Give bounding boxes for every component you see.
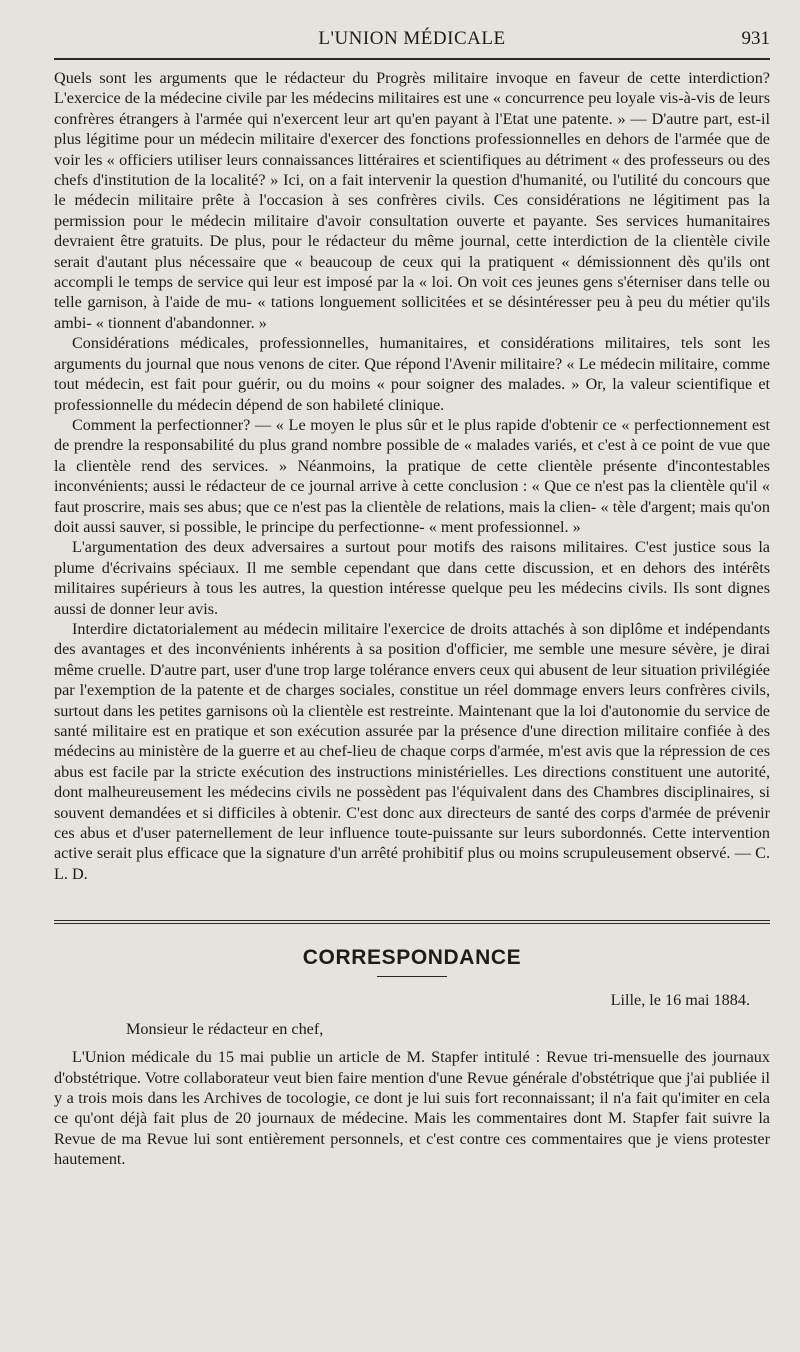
article-paragraph: L'argumentation des deux adversaires a surtout pour motifs des raisons militaires. C'est justice sous la plume d'écrivains spéciaux. Il me semble cependant que dans cette discussion, et en dehors des intérêts militaires supérieurs à tous les autres, la question intéresse quelque peu les médecins civils. Ils sont dignes aussi de donner leur avis. [54, 538, 770, 618]
page-number: 931 [741, 28, 770, 49]
letter-body [54, 1047, 770, 1169]
article-paragraph: Quels sont les arguments que le rédacteur du Progrès militaire invoque en faveur de cette interdiction? L'exercice de la médecine civile par les médecins militaires est une « concurrence peu loyale vis-à-vis de leurs confrères étrangers à l'armée qui n'exercent leur art qu'en payant à l'Etat une patente. » — D'autre part, est-il plus légitime pour un médecin militaire d'exercer des fonctions professionnelles en dehors de l'armée que de voir les « officiers utiliser leurs connaissances littéraires et scientifiques au détriment « des professeurs ou des chefs d'institution de la localité? » Ici, on a fait intervenir la question d'humanité, ou l'utilité du concours que le médecin militaire prête à l'occasion à ses confrères civils. Ces considérations ne légitiment pas la permission pour le médecin militaire d'avoir consultation ouverte et payante. Ses services humanitaires devraient être gratuits. De plus, pour le rédacteur du même journal, cette interdiction de la clientèle civile serait d'autant plus nécessaire que « beaucoup de ceux qui la pratiquent « démissionnent dès qu'ils ont accompli le temps de service qui leur est imposé par la « loi. On voit ces jeunes gens s'éterniser dans telle ou telle garnison, à l'aide de mu- « tations longuement sollicitées et se désintéresser peu à peu du métier qu'ils ambi- « tionnent d'abandonner. » [54, 69, 770, 332]
header-rule [54, 58, 770, 60]
journal-title: L'UNION MÉDICALE [318, 28, 506, 49]
letter-dateline: Lille, le 16 mai 1884. [610, 991, 750, 1010]
letter-paragraph: L'Union médicale du 15 mai publie un article de M. Stapfer intitulé : Revue tri-mensuelle des journaux d'obstétrique. Votre collaborateur veut bien faire mention d'une Revue générale d'obstétrique que j'ai publiée il y a trois mois dans les Archives de tocologie, ce dont je lui suis fort reconnaissant; il n'a fait qu'imiter en cela ce qu'ont déjà fait plus de 20 journaux de médecine. Mais les commentaires dont M. Stapfer fait suivre la Revue de ma Revue lui sont entièrement personnels, et c'est contre ces commentaires que je viens protester hautement. [54, 1048, 770, 1169]
running-head [54, 24, 770, 58]
correspondence-heading: CORRESPONDANCE [302, 946, 522, 970]
heading-rule [377, 976, 447, 977]
article-body [54, 68, 770, 884]
article-paragraph: Comment la perfectionner? — « Le moyen le plus sûr et le plus rapide d'obtenir ce « perfectionnement est de prendre la responsabilité du plus grand nombre possible de « malades variés, et c'est à ce point de vue que la clientèle rend des services. » Néanmoins, la pratique de cette clientèle présente d'incontestables inconvénients; aussi le rédacteur de ce journal arrive à cette conclusion : « Que ce n'est pas la clientèle qu'il « faut proscrire, mais ses abus; que ce n'est pas la clientèle de relations, mais la clien- « tèle d'argent; mais qu'on doit aussi sauver, si possible, le principe du perfectionne- « ment professionnel. » [54, 415, 770, 536]
letter-salutation: Monsieur le rédacteur en chef, [126, 1020, 324, 1039]
article-paragraph: Interdire dictatorialement au médecin militaire l'exercice de droits attachés à son diplôme et indépendants des avantages et des inconvénients inhérents à sa position d'officier, me semble une mesure sévère, je dirai même cruelle. D'autre part, user d'une trop large tolérance envers ceux qui abusent de leur situation privilégiée par l'exemption de la patente et de charges sociales, constitue un réel dommage envers leurs confrères civils, surtout dans les petites garnisons où la clientèle est restreinte. Maintenant que la loi d'autonomie du service de santé militaire est en pratique et son exécution assurée par la présence d'une direction militaire confiée à des médecins au ministère de la guerre et au chef-lieu de chaque corps d'armée, m'est avis que la répression de ces abus est facile par la stricte exécution des instructions ministérielles. Les directions constituent une autorité, dont malheureusement les médecins civils ne possèdent pas l'équivalent dans des Chambres disciplinaires, si souvent demandées et si difficiles à obtenir. C'est donc aux directeurs de santé des corps d'armée de prévenir ces abus et d'user paternellement de leur influence toute-puissante sur leurs subordonnés. Cette intervention active serait plus efficace que la signature d'un arrêté prohibitif plus ou moins scrupuleusement observé. — C. L. D. [54, 619, 770, 883]
article-paragraph: Considérations médicales, professionnelles, humanitaires, et considérations militaires, tels sont les arguments du journal que nous venons de citer. Que répond l'Avenir militaire? « Le médecin militaire, comme tout médecin, est fait pour guérir, ou du moins « pour soigner des malades. » Or, la valeur scientifique et professionnelle du médecin dépend de son habileté clinique. [54, 334, 770, 414]
section-separator [54, 920, 770, 924]
